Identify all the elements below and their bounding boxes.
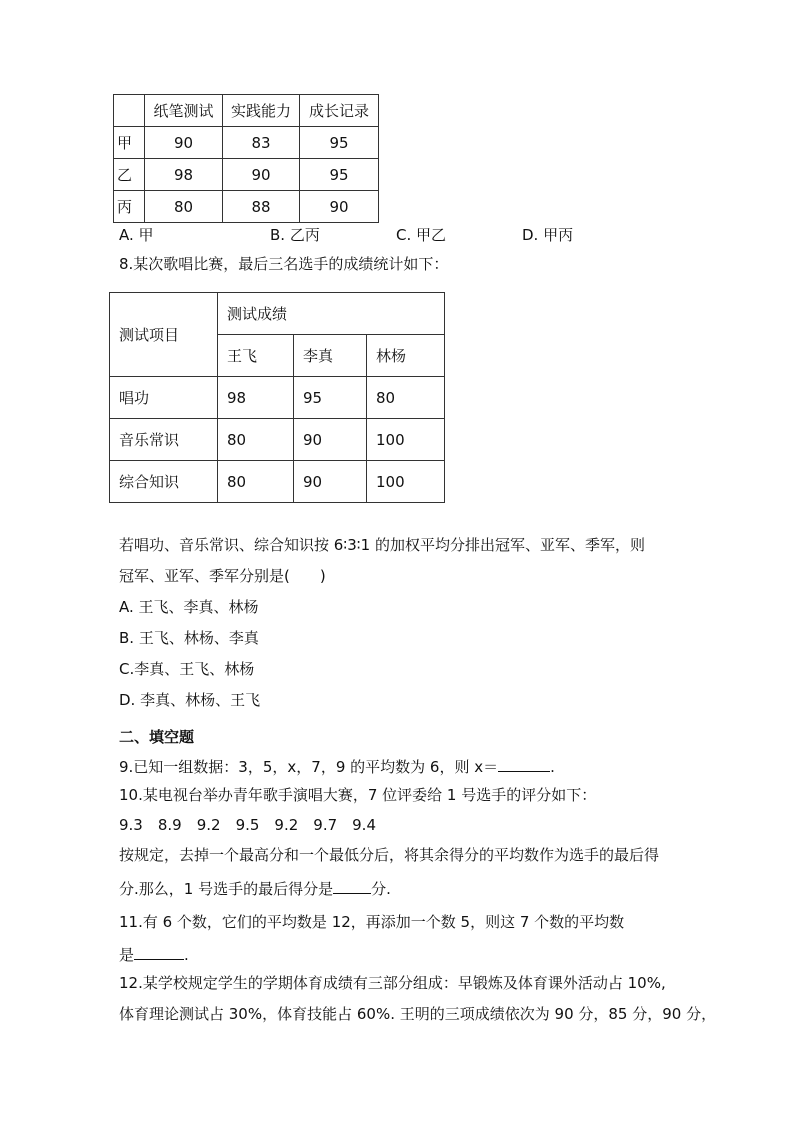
table-cell: 83 [223,127,300,159]
row-header: 综合知识 [110,461,218,503]
table-cell: 90 [300,191,379,223]
table-cell: 88 [223,191,300,223]
table-cell: 95 [294,377,367,419]
q10-line-1: 10.某电视台举办青年歌手演唱大赛，7 位评委给 1 号选手的评分如下： [119,786,597,804]
q9-stem: 9.已知一组数据：3，5，x，7，9 的平均数为 6，则 x＝ [119,758,499,776]
table-cell: 80 [367,377,445,419]
q12-line-2: 体育理论测试占 30%，体育技能占 60%. 王明的三项成绩依次为 90 分，85 分，90 分， [119,1005,717,1023]
row-header: 乙 [114,159,145,191]
column-header: 纸笔测试 [145,95,223,127]
table-cell: 100 [367,419,445,461]
q11-line-2 [119,943,189,965]
answer-blank[interactable] [134,943,184,960]
q8-question-line-2: 冠军、亚军、季军分别是( ) [119,567,326,585]
q11-line-2-pre: 是 [119,946,135,964]
table-row [114,159,379,191]
row-header: 甲 [114,127,145,159]
column-header: 成长记录 [300,95,379,127]
q11-line-2-post: . [184,946,189,964]
column-header: 实践能力 [223,95,300,127]
q10-line-4 [119,877,391,899]
q12-line-1: 12.某学校规定学生的学期体育成绩有三部分组成：早锻炼及体育课外活动占 10%, [119,974,666,992]
q8-stem: 8.某次歌唱比赛，最后三名选手的成绩统计如下： [119,255,449,273]
q9-tail: . [550,758,555,776]
table-header-row [114,95,379,127]
table-cell: 95 [300,127,379,159]
score-table-1 [113,94,379,223]
table-cell: 98 [218,377,294,419]
table-cell: 80 [145,191,223,223]
q8-option-c: C.李真、王飞、林杨 [119,660,255,678]
row-header: 唱功 [110,377,218,419]
q8-option-b: B. 王飞、林杨、李真 [119,629,259,647]
column-header: 李真 [294,335,367,377]
table-cell: 100 [367,461,445,503]
answer-blank[interactable] [333,877,371,894]
table-row [114,127,379,159]
table-corner-cell: 测试项目 [110,293,218,377]
q7-option-a: A. 甲 [119,226,154,244]
column-header: 王飞 [218,335,294,377]
table-cell: 80 [218,461,294,503]
table-row [110,461,445,503]
q10-line-4-pre: 分.那么，1 号选手的最后得分是 [119,880,334,898]
column-header: 林杨 [367,335,445,377]
table-row [110,377,445,419]
q9-text [119,755,555,777]
section-title: 二、填空题 [119,728,195,746]
row-header: 丙 [114,191,145,223]
table-cell: 98 [145,159,223,191]
table-cell: 90 [294,419,367,461]
table-header-row [110,293,445,335]
table-cell: 90 [223,159,300,191]
q7-option-d: D. 甲丙 [522,226,574,244]
q10-scores: 9.3 8.9 9.2 9.5 9.2 9.7 9.4 [119,816,376,834]
table-row [114,191,379,223]
q10-line-3: 按规定，去掉一个最高分和一个最低分后，将其余得分的平均数作为选手的最后得 [119,846,660,864]
q8-question-line-1: 若唱功、音乐常识、综合知识按 6∶3∶1 的加权平均分排出冠军、亚军、季军，则 [119,536,645,554]
table-cell: 95 [300,159,379,191]
answer-blank[interactable] [498,755,550,772]
q10-line-4-post: 分. [371,880,391,898]
q8-option-d: D. 李真、林杨、王飞 [119,691,261,709]
row-header: 音乐常识 [110,419,218,461]
table-corner-cell [114,95,145,127]
q11-line-1: 11.有 6 个数，它们的平均数是 12，再添加一个数 5，则这 7 个数的平均数 [119,913,625,931]
table-cell: 90 [145,127,223,159]
table-cell: 90 [294,461,367,503]
q8-option-a: A. 王飞、李真、林杨 [119,598,259,616]
group-header: 测试成绩 [218,293,445,335]
table-row [110,419,445,461]
singer-score-table [109,292,445,503]
q7-option-c: C. 甲乙 [396,226,447,244]
q7-option-b: B. 乙丙 [270,226,320,244]
table-cell: 80 [218,419,294,461]
